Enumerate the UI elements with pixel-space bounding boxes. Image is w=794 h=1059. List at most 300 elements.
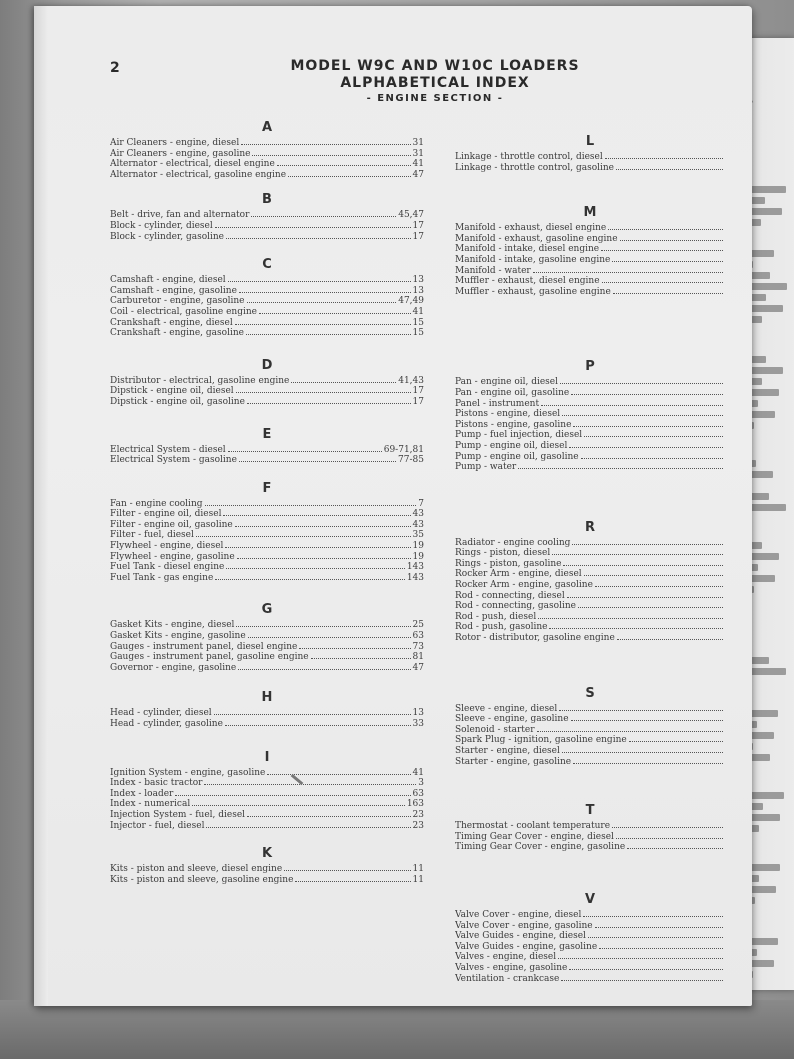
- dot-leader: [214, 714, 411, 715]
- index-entry: [455, 430, 725, 441]
- section-letter: L: [585, 134, 595, 149]
- dot-leader: [284, 870, 410, 871]
- entry-topic: Manifold - exhaust, diesel engine: [455, 223, 607, 234]
- index-section-c: [110, 255, 424, 339]
- dot-leader: [584, 436, 723, 437]
- entry-topic: Fuel Tank - gas engine: [110, 572, 214, 583]
- entry-topic: Air Cleaners - engine, gasoline: [110, 148, 251, 159]
- page-binding-edge: [34, 6, 48, 1006]
- dot-leader: [241, 144, 410, 145]
- index-entry: [110, 864, 424, 875]
- dot-leader: [225, 547, 410, 548]
- index-entry: [110, 768, 424, 779]
- entry-topic: Valve Cover - engine, gasoline: [455, 920, 593, 931]
- dot-leader: [567, 597, 723, 598]
- entry-topic: Starter - engine, diesel: [455, 746, 560, 756]
- dot-leader: [196, 536, 411, 537]
- index-section-r: [455, 518, 725, 644]
- index-entry: [110, 719, 424, 730]
- dot-leader: [541, 405, 723, 406]
- dot-leader: [223, 515, 410, 516]
- index-entry: [455, 152, 725, 163]
- index-section-g: [110, 600, 424, 673]
- dot-leader: [569, 447, 723, 448]
- index-entry: [110, 821, 424, 832]
- entry-topic: Pistons - engine, diesel: [455, 409, 561, 420]
- entry-topic: Ignition System - engine, gasoline: [110, 767, 266, 778]
- entry-page: 81: [412, 652, 424, 663]
- section-letter: M: [583, 205, 597, 221]
- index-entry: [110, 652, 424, 663]
- entry-topic: Flywheel - engine, gasoline: [110, 551, 235, 562]
- entry-topic: Head - cylinder, gasoline: [110, 719, 223, 729]
- entry-page: 23: [412, 820, 424, 831]
- dot-leader: [236, 626, 410, 627]
- dot-leader: [228, 281, 411, 282]
- section-letter: S: [585, 685, 595, 701]
- entry-topic: Crankshaft - engine, diesel: [110, 317, 233, 328]
- index-entry: [110, 159, 424, 170]
- index-entry: [110, 708, 424, 719]
- entry-topic: Dipstick - engine oil, gasoline: [110, 396, 245, 407]
- entry-topic: Rocker Arm - engine, diesel: [455, 569, 582, 580]
- entry-topic: Rod - push, diesel: [455, 611, 537, 622]
- dot-leader: [259, 313, 411, 314]
- dot-leader: [563, 565, 723, 566]
- entry-topic: Air Cleaners - engine, diesel: [110, 138, 240, 148]
- entry-page: 35: [412, 530, 424, 541]
- entry-topic: Linkage - throttle control, diesel: [455, 152, 603, 162]
- entry-topic: Pump - engine oil, diesel: [455, 440, 568, 451]
- dot-leader: [612, 827, 723, 828]
- dot-leader: [291, 382, 396, 383]
- dot-leader: [267, 774, 410, 775]
- index-entry: [455, 377, 725, 388]
- dot-leader: [569, 969, 723, 970]
- index-entry: [110, 499, 424, 510]
- dot-leader: [613, 293, 723, 294]
- dot-leader: [571, 720, 723, 721]
- index-entry: [455, 963, 725, 974]
- entry-topic: Starter - engine, gasoline: [455, 756, 572, 767]
- section-letter: P: [585, 359, 595, 375]
- entry-topic: Camshaft - engine, diesel: [110, 275, 226, 286]
- entry-page: 41: [412, 159, 424, 170]
- index-entry: [110, 631, 424, 642]
- entry-page: 41: [412, 767, 424, 778]
- dot-leader: [558, 958, 723, 959]
- entry-topic: Filter - fuel, diesel: [110, 530, 194, 541]
- entry-topic: Rod - connecting, gasoline: [455, 601, 576, 612]
- index-entry: [110, 386, 424, 397]
- entry-page: 43: [412, 509, 424, 520]
- entry-topic: Index - numerical: [110, 799, 191, 810]
- dot-leader: [226, 568, 404, 569]
- dot-leader: [277, 165, 411, 166]
- dot-leader: [584, 575, 723, 576]
- dot-leader: [239, 292, 411, 293]
- index-entry: [455, 559, 725, 570]
- index-entry: [455, 725, 725, 736]
- index-entry: [110, 210, 424, 221]
- dot-leader: [608, 229, 723, 230]
- entry-topic: Timing Gear Cover - engine, gasoline: [455, 842, 626, 853]
- index-entry: [455, 757, 725, 768]
- entry-topic: Rings - piston, gasoline: [455, 558, 562, 569]
- entry-topic: Index - basic tractor: [110, 778, 203, 789]
- dot-leader: [311, 658, 411, 659]
- index-entry: [110, 286, 424, 297]
- entry-topic: Gauges - instrument panel, diesel engine: [110, 641, 298, 652]
- index-entry: [455, 388, 725, 399]
- section-letter: F: [262, 480, 272, 496]
- index-section-d: [110, 356, 424, 408]
- dot-leader: [599, 948, 723, 949]
- entry-page: 77-85: [398, 455, 424, 466]
- entry-topic: Gasket Kits - engine, diesel: [110, 620, 235, 631]
- dot-leader: [620, 240, 723, 241]
- section-letter: R: [584, 519, 595, 535]
- entry-topic: Governor - engine, gasoline: [110, 662, 237, 673]
- index-entry: [455, 420, 725, 431]
- entry-page: 47: [412, 662, 424, 673]
- index-entry: [455, 952, 725, 963]
- entry-topic: Fan - engine cooling: [110, 498, 203, 509]
- index-entry: [455, 612, 725, 623]
- entry-topic: Valve Guides - engine, diesel: [455, 931, 586, 942]
- entry-page: 17: [412, 386, 424, 397]
- entry-topic: Coil - electrical, gasoline engine: [110, 306, 257, 317]
- index-entry: [455, 409, 725, 420]
- entry-page: 41: [412, 306, 424, 317]
- dot-leader: [538, 618, 723, 619]
- index-entry: [110, 552, 424, 563]
- entry-page: 19: [412, 551, 424, 562]
- entry-page: 11: [412, 874, 424, 885]
- dot-leader: [204, 784, 416, 785]
- entry-topic: Pan - engine oil, gasoline: [455, 387, 570, 398]
- index-entry: [110, 663, 424, 674]
- index-section-b: [110, 190, 424, 242]
- index-entry: [455, 276, 725, 287]
- index-section-s: [455, 684, 725, 768]
- index-entry: [110, 318, 424, 329]
- dot-leader: [537, 731, 723, 732]
- index-entry: [455, 832, 725, 843]
- dot-leader: [572, 544, 723, 545]
- entry-topic: Manifold - exhaust, gasoline engine: [455, 233, 618, 244]
- entry-topic: Pistons - engine, gasoline: [455, 419, 572, 430]
- index-entry: [110, 789, 424, 800]
- dot-leader: [605, 158, 723, 159]
- index-section-m: [455, 203, 725, 297]
- index-entry: [455, 548, 725, 559]
- entry-page: 17: [412, 231, 424, 242]
- dot-leader: [533, 272, 723, 273]
- entry-topic: Pump - water: [455, 462, 517, 473]
- entry-topic: Block - cylinder, diesel: [110, 220, 213, 231]
- dot-leader: [225, 725, 411, 726]
- entry-topic: Radiator - engine cooling: [455, 537, 571, 548]
- entry-topic: Head - cylinder, diesel: [110, 708, 212, 719]
- dot-leader: [226, 238, 411, 239]
- index-entry: [455, 255, 725, 266]
- index-section-p: [455, 357, 725, 472]
- dot-leader: [299, 648, 410, 649]
- dot-leader: [248, 637, 411, 638]
- dot-leader: [627, 848, 723, 849]
- index-entry: [110, 275, 424, 286]
- entry-topic: Valves - engine, diesel: [455, 952, 557, 963]
- index-entry: [110, 221, 424, 232]
- dot-leader: [612, 261, 723, 262]
- entry-page: 63: [412, 631, 424, 642]
- index-entry: [110, 562, 424, 573]
- dot-leader: [617, 639, 723, 640]
- entry-topic: Belt - drive, fan and alternator: [110, 210, 250, 221]
- index-entry: [455, 223, 725, 234]
- section-letter: V: [584, 891, 596, 907]
- entry-topic: Alternator - electrical, diesel engine: [110, 159, 275, 170]
- entry-page: 13: [412, 708, 424, 719]
- entry-topic: Thermostat - coolant temperature: [455, 821, 611, 832]
- index-entry: [110, 875, 424, 886]
- entry-page: 19: [412, 541, 424, 552]
- entry-topic: Block - cylinder, gasoline: [110, 231, 225, 242]
- dot-leader: [571, 394, 723, 395]
- index-entry: [455, 974, 725, 985]
- entry-page: 3: [418, 778, 424, 789]
- dot-leader: [236, 392, 411, 393]
- entry-topic: Manifold - intake, gasoline engine: [455, 254, 611, 265]
- dot-leader: [205, 505, 417, 506]
- index-section-k: [110, 844, 424, 885]
- index-entry: [455, 569, 725, 580]
- entry-topic: Flywheel - engine, diesel: [110, 541, 224, 552]
- index-entry: [455, 942, 725, 953]
- entry-page: 45,47: [398, 210, 424, 221]
- section-letter: A: [261, 120, 273, 135]
- section-letter: B: [262, 192, 272, 208]
- entry-topic: Ventilation - crankcase: [455, 973, 560, 984]
- dot-leader: [247, 403, 411, 404]
- entry-topic: Camshaft - engine, gasoline: [110, 285, 237, 296]
- dot-leader: [601, 250, 723, 251]
- entry-page: 33: [412, 719, 424, 729]
- entry-page: 143: [406, 562, 424, 573]
- entry-topic: Linkage - throttle control, gasoline: [455, 162, 614, 173]
- section-letter: C: [262, 257, 272, 273]
- entry-page: 43: [412, 519, 424, 530]
- entry-topic: Timing Gear Cover - engine, diesel: [455, 831, 614, 842]
- entry-topic: Manifold - water: [455, 265, 531, 276]
- index-entry: [455, 931, 725, 942]
- entry-page: 63: [412, 788, 424, 799]
- index-entry: [110, 296, 424, 307]
- index-entry: [455, 921, 725, 932]
- dot-leader: [581, 458, 723, 459]
- entry-topic: Injection System - fuel, diesel: [110, 809, 246, 820]
- dot-leader: [215, 579, 405, 580]
- dot-leader: [562, 752, 723, 753]
- index-entry: [110, 530, 424, 541]
- index-entry: [110, 170, 424, 181]
- entry-page: 25: [412, 620, 424, 631]
- entry-page: 17: [412, 220, 424, 231]
- entry-topic: Valves - engine, gasoline: [455, 962, 568, 973]
- dot-leader: [560, 383, 723, 384]
- index-entry: [110, 455, 424, 466]
- entry-page: 7: [418, 498, 424, 509]
- entry-page: 73: [412, 641, 424, 652]
- entry-topic: Sleeve - engine, diesel: [455, 703, 558, 714]
- entry-topic: Rod - connecting, diesel: [455, 590, 565, 601]
- dot-leader: [237, 558, 411, 559]
- index-entry: [455, 633, 725, 644]
- section-letter: T: [585, 803, 595, 819]
- dot-leader: [235, 526, 411, 527]
- section-label: - ENGINE SECTION -: [366, 93, 504, 104]
- dot-leader: [206, 827, 410, 828]
- dot-leader: [602, 282, 723, 283]
- entry-topic: Pan - engine oil, diesel: [455, 377, 559, 388]
- entry-topic: Filter - engine oil, diesel: [110, 509, 222, 520]
- index-entry: [455, 704, 725, 715]
- entry-topic: Electrical System - diesel: [110, 444, 226, 455]
- entry-page: 143: [406, 572, 424, 583]
- entry-topic: Muffler - exhaust, diesel engine: [455, 276, 600, 287]
- entry-page: 23: [412, 809, 424, 820]
- dot-leader: [562, 415, 723, 416]
- index-entry: [455, 910, 725, 921]
- entry-topic: Filter - engine oil, gasoline: [110, 519, 233, 530]
- entry-page: 47: [412, 169, 424, 180]
- dot-leader: [288, 176, 410, 177]
- index-entry: [110, 810, 424, 821]
- index-entry: [110, 620, 424, 631]
- dot-leader: [552, 554, 723, 555]
- entry-topic: Pump - engine oil, gasoline: [455, 451, 579, 462]
- entry-page: 13: [412, 275, 424, 286]
- dot-leader: [252, 155, 410, 156]
- entry-topic: Rotor - distributor, gasoline engine: [455, 633, 615, 644]
- entry-topic: Alternator - electrical, gasoline engine: [110, 169, 287, 180]
- entry-page: 69-71,81: [383, 444, 424, 455]
- entry-page: 11: [412, 864, 424, 875]
- entry-topic: Sleeve - engine, gasoline: [455, 714, 569, 725]
- index-section-f: [110, 479, 424, 584]
- dot-leader: [595, 586, 723, 587]
- index-entry: [455, 163, 725, 174]
- dot-leader: [561, 980, 723, 981]
- index-entry: [455, 622, 725, 633]
- dot-leader: [588, 937, 723, 938]
- section-letter: G: [261, 602, 273, 618]
- dot-leader: [583, 916, 723, 917]
- entry-topic: Kits - piston and sleeve, diesel engine: [110, 864, 283, 875]
- entry-page: 41,43: [398, 375, 424, 386]
- entry-page: 47,49: [398, 296, 424, 307]
- index-entry: [110, 520, 424, 531]
- page-number: 2: [110, 60, 120, 76]
- index-section-i: [110, 748, 424, 832]
- index-entry: [455, 601, 725, 612]
- entry-topic: Manifold - intake, diesel engine: [455, 244, 600, 255]
- dot-leader: [573, 763, 723, 764]
- index-entry: [455, 452, 725, 463]
- entry-topic: Carburetor - engine, gasoline: [110, 296, 245, 307]
- section-letter: K: [261, 846, 273, 862]
- index-entry: [110, 138, 424, 149]
- index-entry: [455, 462, 725, 473]
- index-entry: [455, 538, 725, 549]
- dot-leader: [215, 227, 411, 228]
- table-surface: [0, 1000, 794, 1059]
- entry-topic: Rod - push, gasoline: [455, 622, 548, 633]
- page-header: [240, 58, 630, 104]
- entry-topic: Muffler - exhaust, gasoline engine: [455, 286, 611, 297]
- dot-leader: [616, 838, 723, 839]
- entry-topic: Electrical System - gasoline: [110, 455, 237, 466]
- index-section-v: [455, 890, 725, 984]
- dot-leader: [573, 426, 723, 427]
- entry-topic: Index - loader: [110, 788, 174, 799]
- entry-page: 13: [412, 285, 424, 296]
- dot-leader: [295, 881, 410, 882]
- page-subtitle: ALPHABETICAL INDEX: [340, 75, 530, 91]
- dot-leader: [238, 669, 410, 670]
- index-entry: [110, 573, 424, 584]
- index-section-h: [110, 688, 424, 729]
- index-entry: [455, 842, 725, 853]
- page-title: MODEL W9C AND W10C LOADERS: [290, 58, 580, 74]
- entry-topic: Rings - piston, diesel: [455, 548, 551, 559]
- entry-topic: Gasket Kits - engine, gasoline: [110, 631, 246, 642]
- entry-topic: Fuel Tank - diesel engine: [110, 562, 225, 573]
- index-entry: [110, 642, 424, 653]
- index-entry: [455, 591, 725, 602]
- entry-topic: Dipstick - engine oil, diesel: [110, 386, 234, 397]
- index-entry: [455, 399, 725, 410]
- entry-page: 15: [412, 328, 424, 339]
- index-entry: [110, 509, 424, 520]
- entry-page: 163: [406, 799, 424, 810]
- section-letter: E: [262, 426, 272, 442]
- dot-leader: [239, 461, 396, 462]
- index-entry: [455, 580, 725, 591]
- section-letter: H: [261, 690, 273, 706]
- dot-leader: [192, 805, 405, 806]
- index-right-column: [455, 132, 725, 984]
- entry-topic: Spark Plug - ignition, gasoline engine: [455, 735, 627, 746]
- index-left-column: [110, 118, 424, 885]
- entry-topic: Rocker Arm - engine, gasoline: [455, 580, 593, 591]
- index-entry: [455, 441, 725, 452]
- dot-leader: [559, 710, 723, 711]
- entry-topic: Gauges - instrument panel, gasoline engine: [110, 652, 309, 663]
- index-entry: [110, 541, 424, 552]
- entry-topic: Crankshaft - engine, gasoline: [110, 328, 244, 339]
- dot-leader: [246, 334, 411, 335]
- entry-topic: Distributor - electrical, gasoline engine: [110, 375, 290, 386]
- dot-leader: [616, 169, 723, 170]
- index-section-l: [455, 132, 725, 173]
- index-entry: [455, 234, 725, 245]
- index-entry: [455, 287, 725, 298]
- entry-topic: Valve Cover - engine, diesel: [455, 909, 582, 920]
- index-entry: [110, 445, 424, 456]
- entry-topic: Injector - fuel, diesel: [110, 820, 205, 831]
